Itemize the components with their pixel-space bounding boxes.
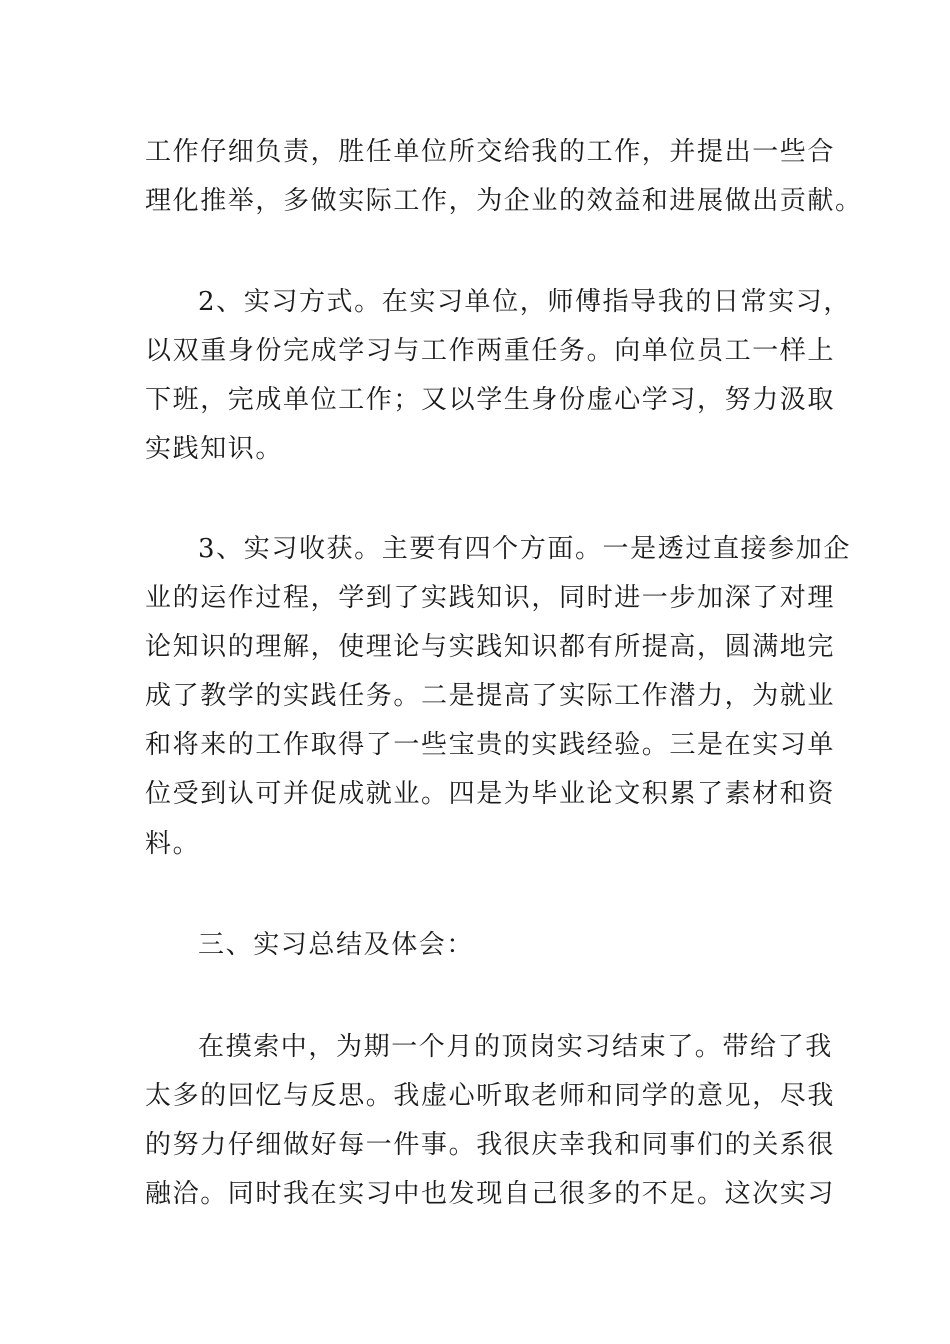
text-line: 成了教学的实践任务。二是提高了实际工作潜力，为就业 bbox=[145, 681, 836, 711]
text-line: 业的运作过程，学到了实践知识，同时进一步加深了对理 bbox=[145, 583, 836, 613]
text-line: 下班，完成单位工作；又以学生身份虚心学习，努力汲取 bbox=[145, 385, 836, 415]
text-line: 料。 bbox=[145, 829, 201, 859]
text-line: 在摸索中，为期一个月的顶岗实习结束了。带给了我 bbox=[198, 1032, 833, 1062]
text-line: 理化推举，多做实际工作，为企业的效益和进展做出贡献。 bbox=[145, 186, 863, 216]
text-line: 太多的回忆与反思。我虚心听取老师和同学的意见，尽我 bbox=[145, 1081, 836, 1111]
text-line: 3、实习收获。主要有四个方面。一是透过直接参加企 bbox=[198, 534, 851, 564]
text-line: 和将来的工作取得了一些宝贵的实践经验。三是在实习单 bbox=[145, 730, 836, 760]
section-heading: 三、实习总结及体会： bbox=[198, 930, 475, 960]
text-line: 实践知识。 bbox=[145, 434, 284, 464]
text-line: 位受到认可并促成就业。四是为毕业论文积累了素材和资 bbox=[145, 779, 836, 809]
text-line: 工作仔细负责，胜任单位所交给我的工作，并提出一些合 bbox=[145, 137, 836, 167]
text-line: 的努力仔细做好每一件事。我很庆幸我和同事们的关系很 bbox=[145, 1130, 836, 1160]
text-line: 论知识的理解，使理论与实践知识都有所提高，圆满地完 bbox=[145, 632, 836, 662]
text-line: 融洽。同时我在实习中也发现自己很多的不足。这次实习 bbox=[145, 1179, 836, 1209]
text-line: 以双重身份完成学习与工作两重任务。向单位员工一样上 bbox=[145, 336, 836, 366]
text-line: 2、实习方式。在实习单位，师傅指导我的日常实习， bbox=[198, 287, 851, 317]
